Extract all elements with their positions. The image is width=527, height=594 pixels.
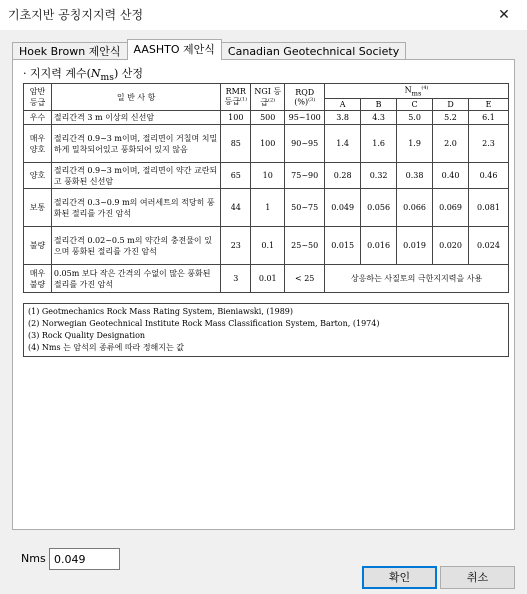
table-row: 매우 양호 절리간격 0.9~3 m이며, 절리면이 거칠며 치밀하게 밀착되어있고 풍화되어 있지 않음 85 100 90~95 1.4 1.6 1.9 2.0 2.3 [24, 125, 509, 163]
close-icon[interactable]: ✕ [498, 7, 510, 23]
title-bar [0, 0, 527, 30]
header-col-e: E [469, 99, 509, 111]
header-general: 일 반 사 항 [51, 84, 220, 111]
section-heading: · 지지력 계수$(N_{ms})$ 산정 [23, 67, 143, 84]
header-col-d: D [433, 99, 469, 111]
window-title: 기초지반 공칭지지력 산정 [8, 8, 144, 22]
header-grade: 암반 등급 [24, 84, 52, 111]
tab-aashto[interactable]: AASHTO 제안식 [127, 39, 222, 60]
nms-label: Nms [21, 552, 46, 565]
header-ngi: NGI 등급$^{(2)}$ [251, 84, 285, 111]
header-rmr: RMR 등급$^{(1)}$ [221, 84, 251, 111]
tab-panel-aashto [12, 59, 515, 530]
table-footnotes: (1) Geotmechanics Rock Mass Rating System, Bieniawski, (1989) (2) Norwegian Geotechnical Institute Rock Mass Classification System, Barton, (1974) (3) Rock Quality Designation (4) Nms 는 암석의 종류에 따라 정해지는 값 [23, 303, 509, 357]
table-row: 우수 절리간격 3 m 이상의 신선암 100 500 95~100 3.8 4.3 5.0 5.2 6.1 [24, 111, 509, 125]
table-row: 양호 절리간격 0.9~3 m이며, 절리면이 약간 교란되고 풍화된 신선암 65 10 75~90 0.28 0.32 0.38 0.40 0.46 [24, 163, 509, 189]
table-row: 보통 절리간격 0.3~0.9 m의 여러세트의 적당히 풍화된 절리를 가진 암석 44 1 50~75 0.049 0.056 0.066 0.069 0.081 [24, 189, 509, 227]
nms-input[interactable] [49, 548, 120, 570]
table-row: 불량 절리간격 0.02~0.5 m의 약간의 충전물이 있으며 풍화된 절리를 가진 암석 23 0.1 25~50 0.015 0.016 0.019 0.020 0.024 [24, 227, 509, 265]
header-col-a: A [325, 99, 361, 111]
ok-button[interactable]: 확인 [362, 566, 437, 589]
cancel-button[interactable]: 취소 [440, 566, 515, 589]
table-row: 매우 불량 0.05m 보다 작은 간격의 수없이 많은 풍화된 절리를 가진 암석 3 0.01 < 25 상응하는 사질토의 극한지지력을 사용 [24, 265, 509, 293]
rock-mass-table [23, 83, 509, 293]
header-col-b: B [361, 99, 397, 111]
tab-canadian-geotechnical[interactable]: Canadian Geotechnical Society [221, 42, 406, 60]
tab-hoek-brown[interactable]: Hoek Brown 제안식 [12, 42, 128, 60]
header-rqd: RQD (%)$^{(3)}$ [285, 84, 325, 111]
tab-strip [12, 40, 405, 60]
header-nms: $N_{ms}^{(4)}$ [325, 84, 509, 99]
header-col-c: C [397, 99, 433, 111]
